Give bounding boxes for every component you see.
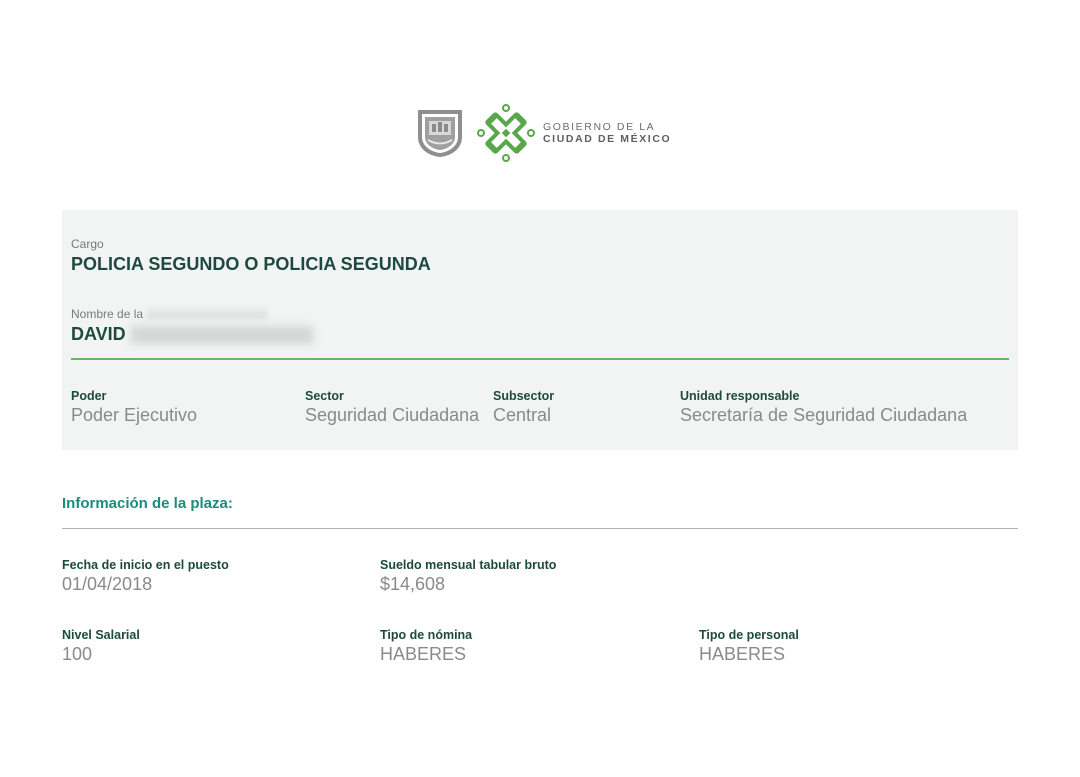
nombre-value: DAVID: [71, 324, 126, 344]
government-wordmark: [543, 121, 671, 145]
nombre-label: Nombre de la: [71, 307, 144, 321]
field-head: Tipo de nómina: [380, 628, 473, 642]
green-divider: [71, 358, 1009, 360]
field-head: Tipo de personal: [699, 628, 799, 642]
cargo-label: Cargo: [71, 237, 104, 251]
coat-of-arms-icon: [415, 107, 465, 159]
column-head: Poder: [71, 389, 107, 403]
field-nivel-salarial: [62, 628, 140, 665]
column-head: Unidad responsable: [680, 389, 800, 403]
field-tipo-nomina: [380, 628, 472, 665]
column-value: Poder Ejecutivo: [71, 405, 198, 425]
redacted-label-text: [147, 310, 267, 320]
column-sector: [305, 389, 479, 426]
cargo-value: POLICIA SEGUNDO O POLICIA SEGUNDA: [71, 254, 431, 274]
gov-line-2: CIUDAD DE MÉXICO: [543, 133, 672, 145]
field-value: HABERES: [380, 644, 467, 664]
page-header: [415, 103, 671, 163]
field-head: Sueldo mensual tabular bruto: [380, 558, 557, 572]
column-value: Central: [493, 405, 552, 425]
field-value: 01/04/2018: [62, 574, 153, 594]
section-divider: [62, 528, 1018, 529]
field-head: Fecha de inicio en el puesto: [62, 558, 229, 572]
cdmx-logo-icon: [477, 104, 535, 162]
column-subsector: [493, 389, 554, 426]
column-head: Sector: [305, 389, 344, 403]
employee-card: [62, 210, 1018, 450]
gov-line-1: GOBIERNO DE LA: [543, 121, 656, 133]
column-unidad-responsable: [680, 389, 967, 426]
column-value: Seguridad Ciudadana: [305, 405, 480, 425]
field-value: $14,608: [380, 574, 446, 594]
field-value: 100: [62, 644, 93, 664]
section-title: Información de la plaza:: [62, 495, 233, 512]
column-value: Secretaría de Seguridad Ciudadana: [680, 405, 968, 425]
nombre-value-wrap: [71, 324, 313, 345]
column-poder: [71, 389, 197, 426]
nombre-label-wrap: [71, 307, 267, 321]
field-value: HABERES: [699, 644, 786, 664]
field-tipo-personal: [699, 628, 799, 665]
column-head: Subsector: [493, 389, 555, 403]
field-head: Nivel Salarial: [62, 628, 140, 642]
redacted-name: [131, 326, 313, 344]
field-sueldo: [380, 558, 556, 595]
field-fecha-inicio: [62, 558, 229, 595]
